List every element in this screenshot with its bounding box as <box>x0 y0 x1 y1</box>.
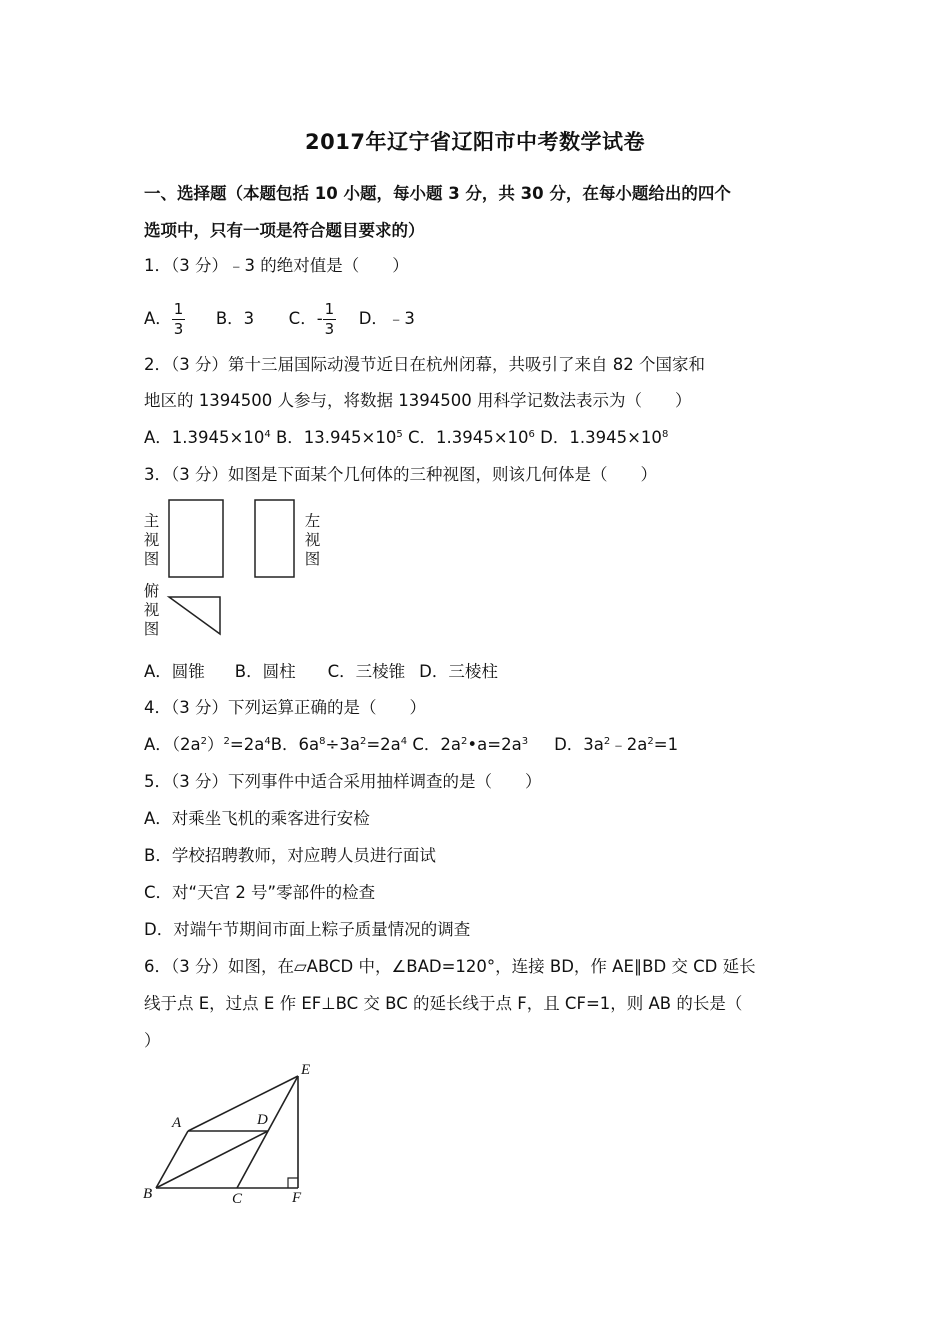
point-label-f: F <box>292 1190 302 1206</box>
q1-option-a-prefix: A． <box>144 309 172 328</box>
left-view-label: 左视图 <box>304 512 321 568</box>
q4-a-sup3: 4 <box>264 736 271 747</box>
q4-b-sup2: 2 <box>359 736 367 747</box>
point-label-c: C <box>232 1191 243 1207</box>
q4-a-part2: ） <box>207 735 224 754</box>
q4-a-part3: =2a <box>229 735 265 754</box>
q1-option-c-prefix: C．- <box>288 309 323 328</box>
q4-c-part1: C．2a <box>412 735 462 754</box>
q4-b-part3: =2a <box>366 735 401 754</box>
segment-ae <box>188 1076 298 1131</box>
q5-option-c: C．对“天宫 2 号”零部件的检查 <box>144 883 376 902</box>
q1-option-b: B．3 <box>215 309 255 328</box>
q4-c-sup2: 3 <box>521 736 529 747</box>
q3-option-a: A．圆锥 <box>144 662 205 681</box>
q4-b-part1: B．6a <box>270 735 320 754</box>
q3-option-c: C．三棱锥 <box>327 662 406 681</box>
q4-c-part2: •a=2a <box>467 735 522 754</box>
point-label-a: A <box>172 1115 182 1131</box>
section-heading-line1: 一、选择题（本题包括 10 小题，每小题 3 分，共 30 分，在每小题给出的四个 <box>144 184 731 203</box>
q2-option-a: A．1.3945×10 <box>144 428 265 447</box>
q5-option-d: D．对端午节期间市面上粽子质量情况的调查 <box>144 920 471 939</box>
q3-stem: 3．（3 分）如图是下面某个几何体的三种视图，则该几何体是（ ） <box>144 465 657 484</box>
q1-a-denominator: 3 <box>173 320 184 338</box>
q1-a-numerator: 1 <box>173 300 184 318</box>
q4-d-part3: =1 <box>653 735 679 754</box>
q2-option-b-exponent: 5 <box>396 429 403 440</box>
q4-stem: 4．（3 分）下列运算正确的是（ ） <box>144 698 426 717</box>
q2-stem-line1: 2．（3 分）第十三届国际动漫节近日在杭州闭幕，共吸引了来自 82 个国家和 <box>144 355 705 374</box>
point-label-d: D <box>257 1112 268 1128</box>
q6-stem-line3: ） <box>144 1031 161 1050</box>
q1-c-denominator: 3 <box>324 320 335 338</box>
segment-ce <box>237 1076 298 1188</box>
page-title: 2017年辽宁省辽阳市中考数学试卷 <box>305 130 645 154</box>
q2-option-d: D．1.3945×10 <box>534 428 662 447</box>
q4-d-part2: ﹣2a <box>610 735 648 754</box>
q2-stem-line2: 地区的 1394500 人参与，将数据 1394500 用科学记数法表示为（ ） <box>144 391 692 410</box>
q3-option-d: D．三棱柱 <box>419 662 498 681</box>
q5-option-b: B．学校招聘教师，对应聘人员进行面试 <box>144 846 436 865</box>
q4-b-sup1: 8 <box>319 736 326 747</box>
q2-option-c: C．1.3945×10 <box>402 428 529 447</box>
q2-option-c-exponent: 6 <box>528 429 535 440</box>
q4-a-sup2: 2 <box>223 736 230 747</box>
q6-stem-line1: 6．（3 分）如图，在▱ABCD 中，∠BAD=120°，连接 BD，作 AE∥BD 交 CD 延长 <box>144 957 756 976</box>
q1-option-d: D．﹣3 <box>358 309 415 328</box>
q4-b-sup3: 4 <box>400 736 408 747</box>
q4-d-part1: D．3a <box>554 735 604 754</box>
top-view-label: 俯视图 <box>143 582 160 638</box>
point-label-b: B <box>143 1186 153 1202</box>
q2-option-a-exponent: 4 <box>264 429 271 440</box>
q4-a-part1: A．（2a <box>144 735 201 754</box>
front-view-label: 主视图 <box>143 512 160 568</box>
q2-option-d-exponent: 8 <box>661 429 669 440</box>
q1-stem: 1．（3 分）﹣3 的绝对值是（ ） <box>144 256 409 275</box>
q4-d-sup2: 2 <box>647 736 654 747</box>
section-heading-line2: 选项中，只有一项是符合题目要求的） <box>144 221 425 240</box>
q4-c-sup1: 2 <box>461 736 468 747</box>
point-label-e: E <box>301 1062 311 1078</box>
q6-stem-line2: 线于点 E，过点 E 作 EF⊥BC 交 BC 的延长线于点 F，且 CF=1，则 AB 的长是（ <box>144 994 743 1013</box>
q4-b-part2: ÷3a <box>325 735 360 754</box>
q4-a-sup1: 2 <box>200 736 208 747</box>
q1-c-numerator: 1 <box>324 300 335 318</box>
q4-d-sup1: 2 <box>603 736 611 747</box>
q2-option-b: B．13.945×10 <box>270 428 397 447</box>
q5-stem: 5．（3 分）下列事件中适合采用抽样调查的是（ ） <box>144 772 542 791</box>
q3-option-b: B．圆柱 <box>234 662 296 681</box>
q5-option-a: A．对乘坐飞机的乘客进行安检 <box>144 809 370 828</box>
right-angle-mark <box>288 1178 298 1188</box>
